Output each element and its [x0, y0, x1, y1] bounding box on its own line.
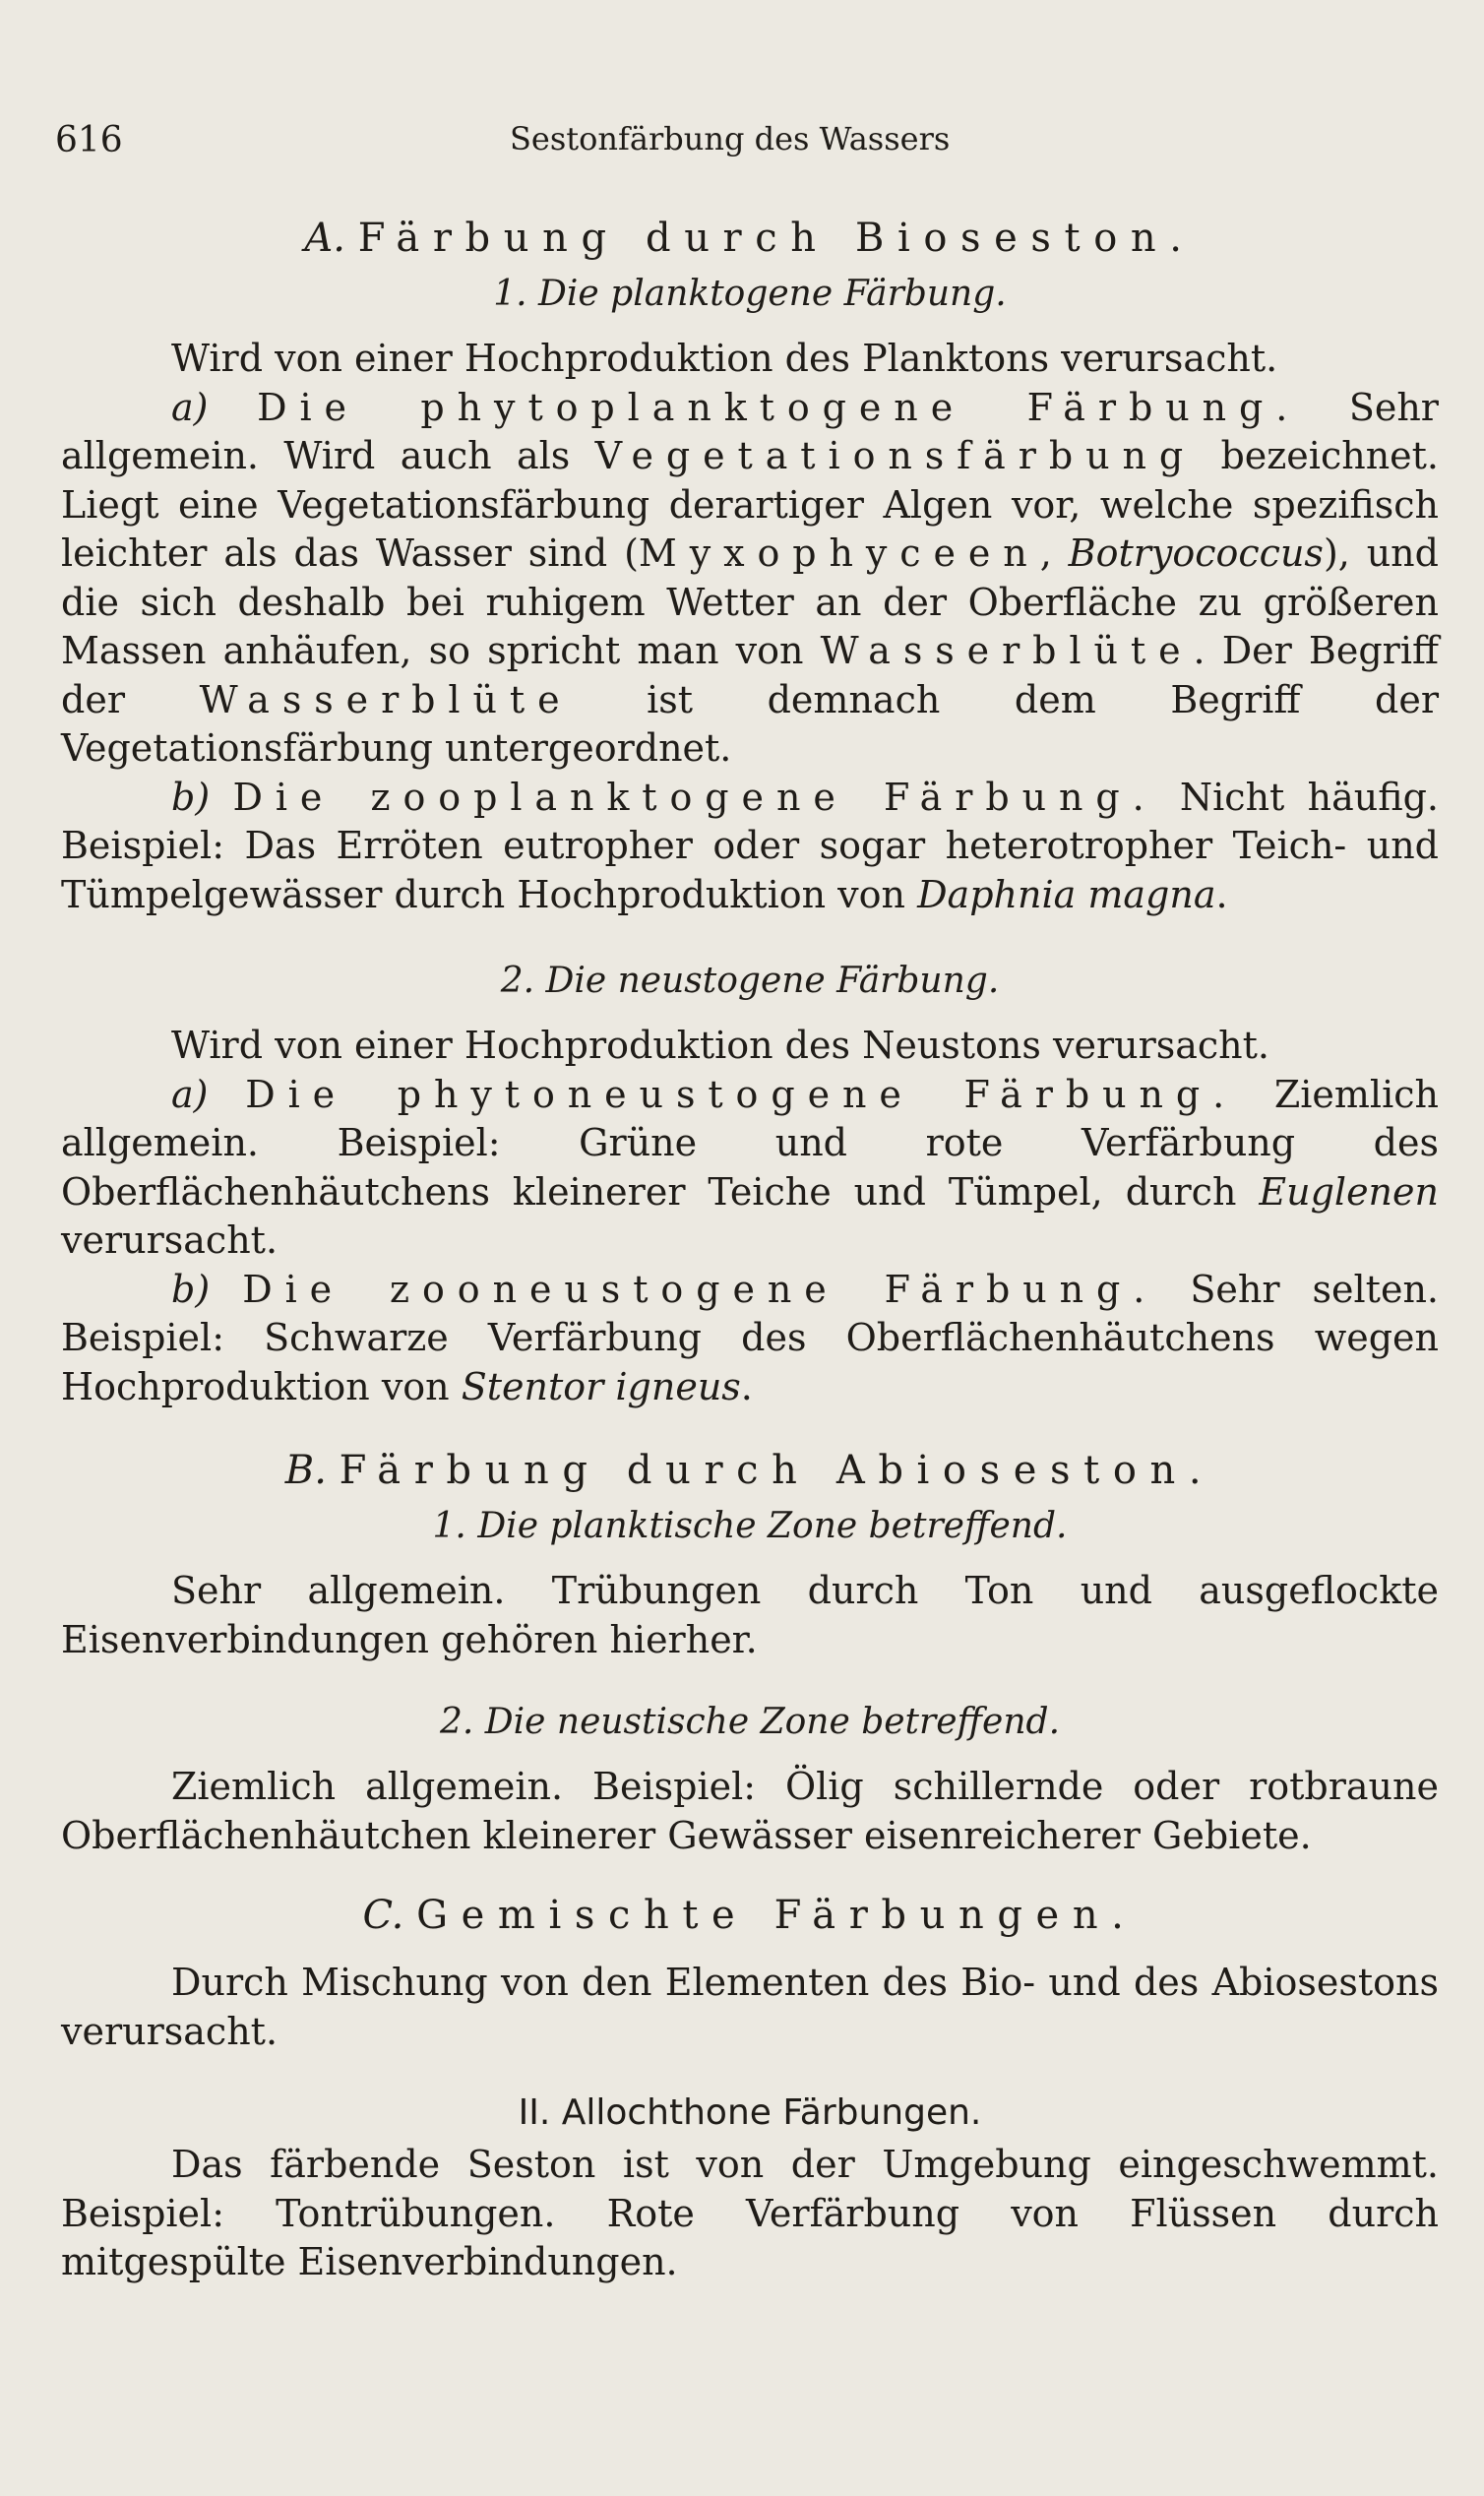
neustogene-heading: 2. Die neustogene Färbung. [500, 961, 1000, 1001]
phytoplanktogene-paragraph [61, 384, 1439, 774]
page-number: 616 [55, 120, 123, 160]
item-label: a) [171, 385, 209, 429]
allochthone-text: Das färbende Seston ist von der Umgebung eingeschwemmt. Beispiel: Tontrübungen. Rote Verfärbung von Flüssen durch mitgespülte Eisenverbindungen. [61, 2143, 1439, 2283]
neustische-zone-heading: 2. Die neustische Zone betreffend. [439, 1702, 1061, 1742]
section-b-heading [61, 1441, 1439, 1500]
paragraph-text: ist demnach dem Begriff der Vegetationsfärbung untergeordnet. [61, 677, 1439, 770]
paragraph-text: Sehr allgemein. Wird auch als [61, 385, 1439, 477]
paragraph-text: verursacht. [61, 1218, 278, 1262]
planktische-zone-text: Sehr allgemein. Trübungen durch Ton und ausgeflockte Eisenverbindungen gehören hierher. [61, 1569, 1439, 1661]
section-c-title: Gemischte Färbungen. [416, 1893, 1138, 1938]
zooplanktogene-paragraph [61, 774, 1439, 920]
section-c-letter: C. [362, 1893, 404, 1938]
section-a-heading [61, 209, 1439, 268]
italic-taxon: Stentor igneus [461, 1364, 741, 1408]
paragraph-text: ), und die sich deshalb bei ruhigem Wetter an der Oberfläche zu größeren Massen anhäufen, so spricht man von [61, 531, 1439, 672]
italic-taxon: Daphnia magna [917, 872, 1216, 916]
planktogene-intro: Wird von einer Hochproduktion des Planktons verursacht. [171, 337, 1278, 380]
neustische-zone-text: Ziemlich allgemein. Beispiel: Ölig schillernde oder rotbraune Oberflächenhäutchen kleinerer Gewässer eisenreicherer Gebiete. [61, 1765, 1439, 1857]
paragraph-text: . [740, 1364, 753, 1408]
paragraph-text: . [1215, 872, 1228, 916]
zooneustogene-paragraph [61, 1266, 1439, 1412]
page-header [55, 120, 1433, 179]
section-a-letter: A. [304, 216, 346, 261]
item-label: b) [171, 775, 211, 819]
allochthone-heading: II. Allochthone Färbungen. [518, 2092, 982, 2133]
spaced-term: Myxophyceen [638, 531, 1040, 575]
page-content [61, 209, 1439, 2287]
paragraph-text: Ziemlich allgemein. Beispiel: Grüne und rote Verfärbung des Oberflächenhäutchens kleinerer Teiche und Tümpel, durch [61, 1072, 1439, 1214]
spaced-term: Vegetationsfärbung [594, 434, 1197, 477]
neustogene-intro: Wird von einer Hochproduktion des Neustons verursacht. [171, 1024, 1270, 1067]
paragraph-text: . Der Begriff der [61, 629, 1439, 721]
spaced-term: Die zooneustogene Färbung. [242, 1267, 1158, 1311]
section-b-title: Färbung durch Abioseston. [339, 1448, 1215, 1493]
spaced-term: Die phytoplanktogene Färbung. [257, 385, 1301, 429]
phytoneustogene-paragraph [61, 1071, 1439, 1266]
spaced-term: Wasserblüte [820, 629, 1194, 672]
spaced-term: Wasserblüte [199, 677, 573, 721]
gemischte-text: Durch Mischung von den Elementen des Bio- und des Abiosestons verursacht. [61, 1961, 1439, 2053]
planktogene-heading: 1. Die planktogene Färbung. [493, 274, 1007, 314]
running-title: Sestonfärbung des Wassers [510, 120, 951, 157]
paragraph-text: Nicht häufig. Beispiel: Das Erröten eutropher oder sogar heterotropher Teich- und Tümpelgewässer durch Hochproduktion von [61, 775, 1439, 916]
planktische-zone-heading: 1. Die planktische Zone betreffend. [432, 1506, 1068, 1546]
item-label: b) [171, 1267, 211, 1311]
item-label: a) [171, 1072, 209, 1116]
spaced-term: Die zooplanktogene Färbung. [232, 775, 1157, 819]
section-a-title: Färbung durch Bioseston. [357, 216, 1196, 261]
section-c-heading [61, 1886, 1439, 1945]
italic-taxon: Botryococcus [1068, 531, 1324, 575]
italic-taxon: Euglenen [1259, 1169, 1439, 1214]
paragraph-text: Sehr selten. Beispiel: Schwarze Verfärbung des Oberflächenhäutchens wegen Hochproduktion von [61, 1267, 1439, 1408]
paragraph-text: bezeichnet. Liegt eine Vegetationsfärbung derartiger Algen vor, welche spezifisch leichter als das Wasser sind ( [61, 434, 1440, 575]
section-b-letter: B. [284, 1448, 327, 1493]
spaced-term: Die phytoneustogene Färbung. [245, 1072, 1238, 1116]
paragraph-text: , [1039, 531, 1069, 575]
